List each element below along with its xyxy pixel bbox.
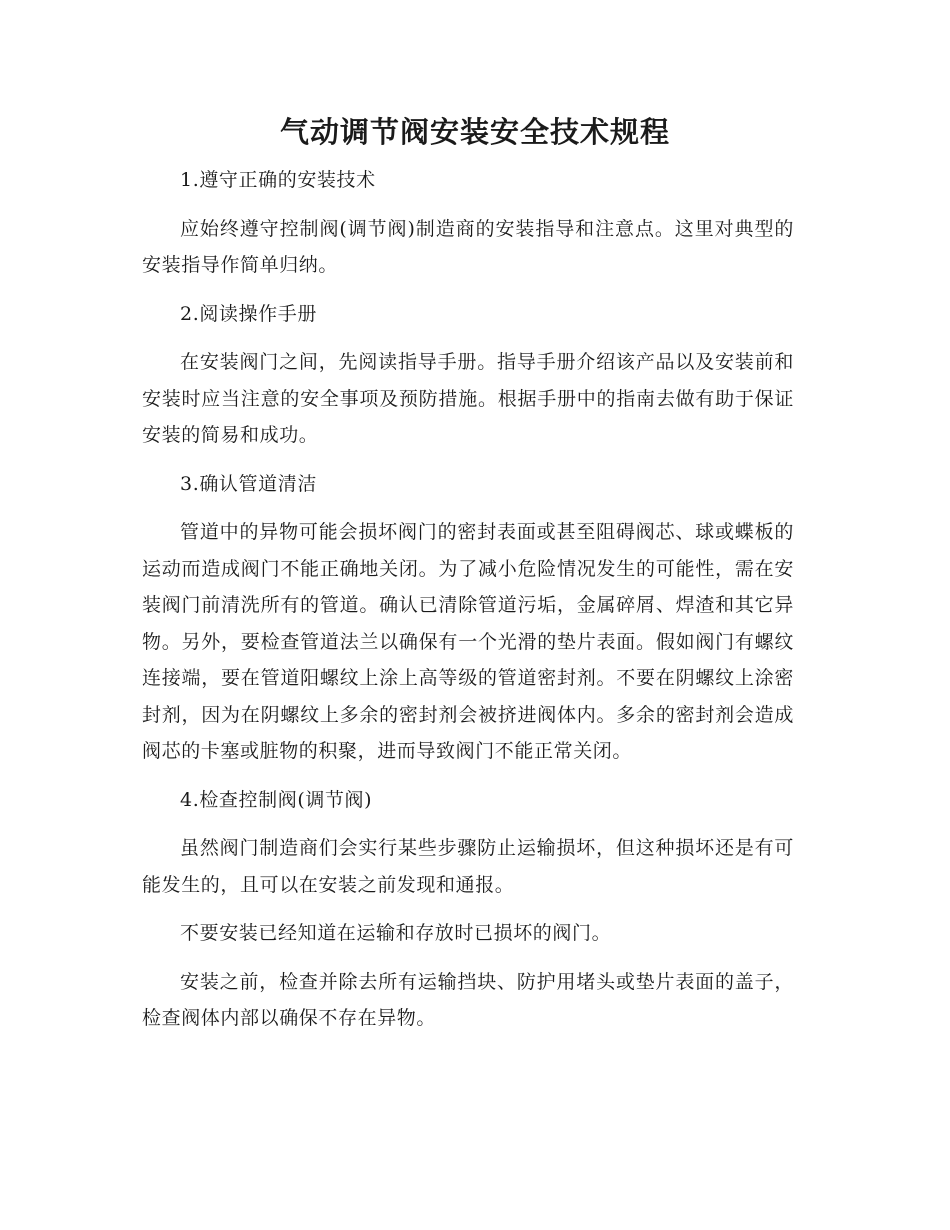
- document-title: 气动调节阀安装安全技术规程: [279, 115, 670, 149]
- section-paragraph-4c: 安装之前，检查并除去所有运输挡块、防护用堵头或垫片表面的盖子，检查阀体内部以确保不存在异物。: [142, 970, 794, 1029]
- section-paragraph-1: 应始终遵守控制阀(调节阀)制造商的安装指导和注意点。这里对典型的安装指导作简单归纳。: [142, 217, 794, 276]
- section-paragraph-4a: 虽然阀门制造商们会实行某些步骤防止运输损坏，但这种损坏还是有可能发生的，且可以在安装之前发现和通报。: [142, 837, 794, 896]
- section-paragraph-4b: 不要安装已经知道在运输和存放时已损坏的阀门。: [180, 922, 612, 944]
- section-heading-3: 3.确认管道清洁: [180, 472, 317, 495]
- section-heading-4: 4.检查控制阀(调节阀): [180, 788, 373, 811]
- section-heading-2: 2.阅读操作手册: [180, 302, 317, 325]
- section-paragraph-2: 在安装阀门之间，先阅读指导手册。指导手册介绍该产品以及安装前和安装时应当注意的安全事项及预防措施。根据手册中的指南去做有助于保证安装的简易和成功。: [142, 351, 794, 446]
- document-body: [142, 162, 794, 1049]
- section-heading-1: 1.遵守正确的安装技术: [180, 169, 376, 191]
- section-paragraph-3: 管道中的异物可能会损坏阀门的密封表面或甚至阻碍阀芯、球或蝶板的运动而造成阀门不能正确地关闭。为了减小危险情况发生的可能性，需在安装阀门前清洗所有的管道。确认已清除管道污垢，金属碎屑、焊渣和其它异物。另外，要检查管道法兰以确保有一个光滑的垫片表面。假如阀门有螺纹连接端，要在管道阳螺纹上涂上高等级的管道密封剂。不要在阴螺纹上涂密封剂，因为在阴螺纹上多余的密封剂会被挤进阀体内。多余的密封剂会造成阀芯的卡塞或脏物的积聚，进而导致阀门不能正常关闭。: [142, 521, 794, 762]
